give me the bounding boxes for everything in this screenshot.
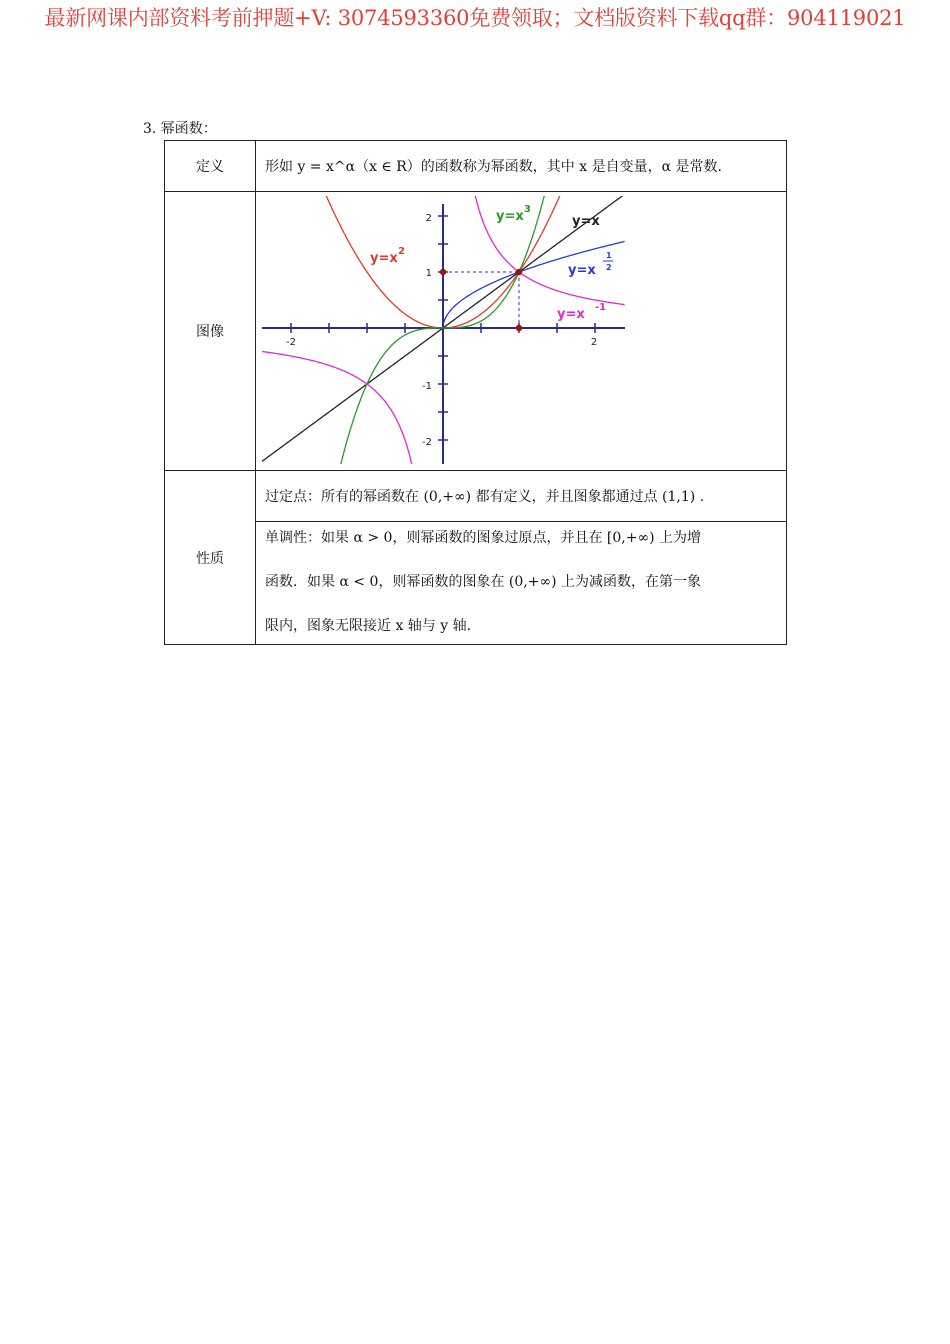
point-1-1	[516, 269, 522, 275]
label-y-x: y=x	[572, 214, 600, 229]
properties-label: 性质	[165, 471, 256, 645]
watermark-banner: 最新网课内部资料考前押题+V: 3074593360免费领取；文档版资料下载qq群：904119021	[44, 6, 906, 30]
definition-label: 定义	[165, 141, 256, 192]
power-function-table	[164, 140, 787, 645]
definition-row	[165, 141, 787, 192]
label-y-x2: y=x	[370, 251, 398, 266]
label-y-xinv-exp: -1	[595, 302, 607, 313]
section-title: 3. 幂函数：	[143, 121, 217, 137]
monotonicity-line-2: 函数．如果 α < 0，则幂函数的图象在 (0,+∞) 上为减函数，在第一象	[265, 574, 702, 590]
definition-text: 形如 y = x^α（x ∈ R）的函数称为幂函数，其中 x 是自变量，α 是常数.	[256, 141, 787, 192]
tick-x-2: 2	[590, 337, 598, 348]
label-y-xhalf-num: 1	[606, 251, 612, 260]
monotonicity-line-1: 单调性：如果 α > 0，则幂函数的图象过原点，并且在 [0,+∞) 上为增	[265, 530, 702, 546]
tick-y-2: 2	[425, 213, 432, 224]
label-y-xinv: y=x	[557, 307, 585, 322]
properties-cell	[256, 471, 787, 645]
label-y-xhalf: y=x	[568, 263, 596, 278]
label-y-x3: y=x	[496, 209, 524, 224]
monotonicity-line-3: 限内，图象无限接近 x 轴与 y 轴.	[265, 618, 472, 634]
point-1-0	[516, 325, 522, 331]
tick-x-neg2: -2	[286, 337, 296, 348]
label-y-xhalf-den: 2	[606, 263, 612, 272]
graph-row	[165, 192, 787, 471]
fixed-point-property: 过定点：所有的幂函数在 (0,+∞) 都有定义，并且图象都通过点 (1,1) .	[256, 471, 786, 522]
properties-row	[165, 471, 787, 645]
tick-y-neg1: -1	[422, 381, 432, 392]
graph-label: 图像	[165, 192, 256, 471]
monotonicity-property	[256, 522, 786, 644]
power-function-chart	[262, 196, 628, 464]
tick-y-neg2: -2	[422, 437, 432, 448]
label-y-x2-exp: 2	[398, 246, 405, 257]
point-0-1	[440, 269, 446, 275]
label-y-x3-exp: 3	[524, 204, 531, 215]
graph-cell	[256, 192, 787, 471]
tick-y-1: 1	[425, 268, 432, 279]
